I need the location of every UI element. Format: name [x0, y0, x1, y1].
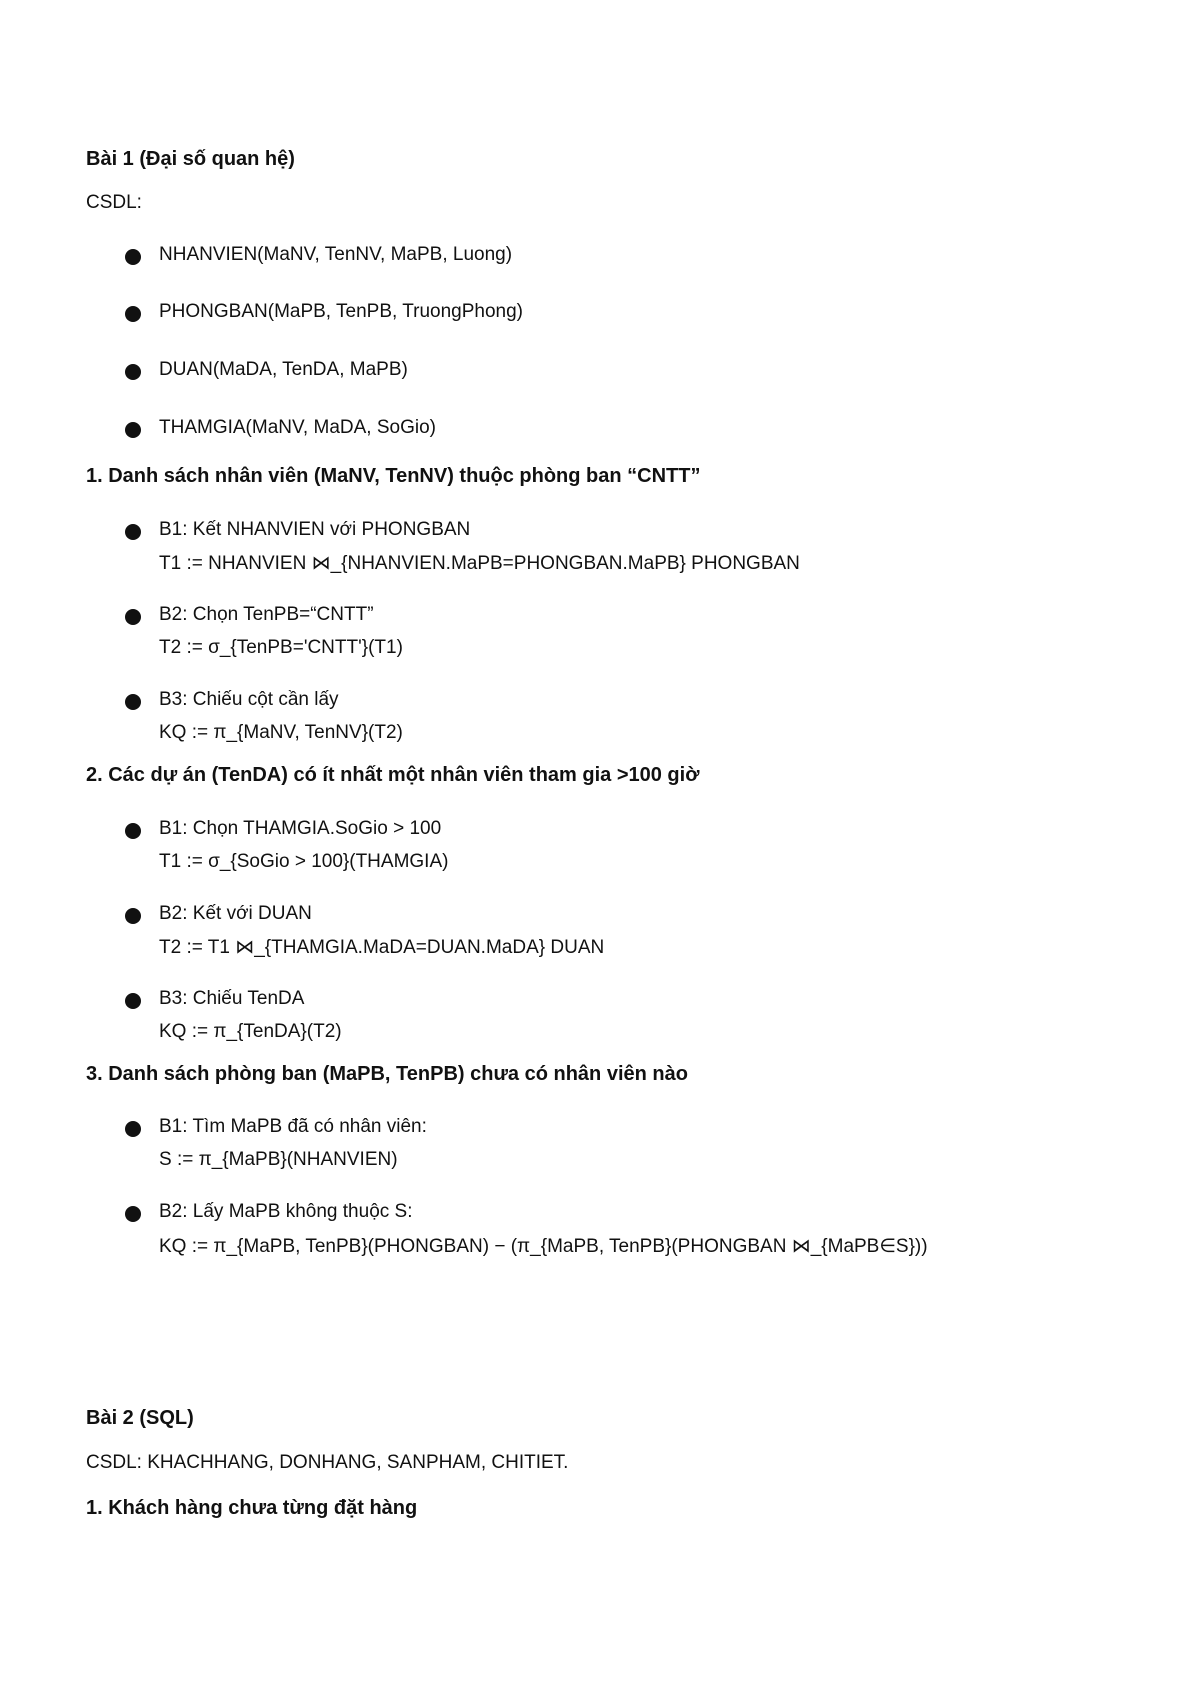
- q2-step3-label: B3: Chiếu TenDA: [159, 988, 305, 1009]
- bullet-icon: [125, 524, 141, 540]
- schema-nhanvien: NHANVIEN(MaNV, TenNV, MaPB, Luong): [159, 244, 513, 265]
- q1-step1-expr: T1 := NHANVIEN ⋈_{NHANVIEN.MaPB=PHONGBAN.MaPB} PHONGBAN: [159, 553, 800, 574]
- bullet-icon: [125, 422, 141, 438]
- bullet-icon: [125, 364, 141, 380]
- bullet-icon: [125, 908, 141, 924]
- q1-step2-label: B2: Chọn TenPB=“CNTT”: [159, 604, 374, 625]
- bai2-q1-title: 1. Khách hàng chưa từng đặt hàng: [86, 1497, 418, 1519]
- bullet-icon: [125, 823, 141, 839]
- q2-step2-expr: T2 := T1 ⋈_{THAMGIA.MaDA=DUAN.MaDA} DUAN: [159, 937, 605, 958]
- q3-step1-label: B1: Tìm MaPB đã có nhân viên:: [159, 1116, 427, 1137]
- bai2-csdl: CSDL: KHACHHANG, DONHANG, SANPHAM, CHITIET.: [86, 1452, 569, 1473]
- q1-title: 1. Danh sách nhân viên (MaNV, TenNV) thuộc phòng ban “CNTT”: [86, 465, 701, 487]
- q3-step1-expr: S := π_{MaPB}(NHANVIEN): [159, 1149, 398, 1170]
- bullet-icon: [125, 1121, 141, 1137]
- q2-step2-label: B2: Kết với DUAN: [159, 903, 312, 924]
- bai2-title: Bài 2 (SQL): [86, 1407, 194, 1429]
- q1-step1-label: B1: Kết NHANVIEN với PHONGBAN: [159, 519, 471, 540]
- bullet-icon: [125, 694, 141, 710]
- q3-step2-label: B2: Lấy MaPB không thuộc S:: [159, 1201, 413, 1222]
- schema-duan: DUAN(MaDA, TenDA, MaPB): [159, 359, 408, 380]
- q3-title: 3. Danh sách phòng ban (MaPB, TenPB) chưa có nhân viên nào: [86, 1063, 688, 1085]
- bullet-icon: [125, 249, 141, 265]
- csdl-label: CSDL:: [86, 192, 142, 213]
- q2-step1-expr: T1 := σ_{SoGio > 100}(THAMGIA): [159, 851, 449, 872]
- bullet-icon: [125, 609, 141, 625]
- bai1-title: Bài 1 (Đại số quan hệ): [86, 148, 295, 170]
- q1-step2-expr: T2 := σ_{TenPB='CNTT'}(T1): [159, 637, 403, 658]
- bullet-icon: [125, 1206, 141, 1222]
- schema-phongban: PHONGBAN(MaPB, TenPB, TruongPhong): [159, 301, 523, 322]
- q1-step3-label: B3: Chiếu cột cần lấy: [159, 689, 339, 710]
- bullet-icon: [125, 993, 141, 1009]
- schema-thamgia: THAMGIA(MaNV, MaDA, SoGio): [159, 417, 436, 438]
- q3-step2-expr: KQ := π_{MaPB, TenPB}(PHONGBAN) − (π_{MaPB, TenPB}(PHONGBAN ⋈_{MaPB∈S})): [159, 1236, 928, 1257]
- q2-title: 2. Các dự án (TenDA) có ít nhất một nhân viên tham gia >100 giờ: [86, 764, 700, 786]
- q2-step3-expr: KQ := π_{TenDA}(T2): [159, 1021, 342, 1042]
- q1-step3-expr: KQ := π_{MaNV, TenNV}(T2): [159, 722, 403, 743]
- bullet-icon: [125, 306, 141, 322]
- q2-step1-label: B1: Chọn THAMGIA.SoGio > 100: [159, 818, 442, 839]
